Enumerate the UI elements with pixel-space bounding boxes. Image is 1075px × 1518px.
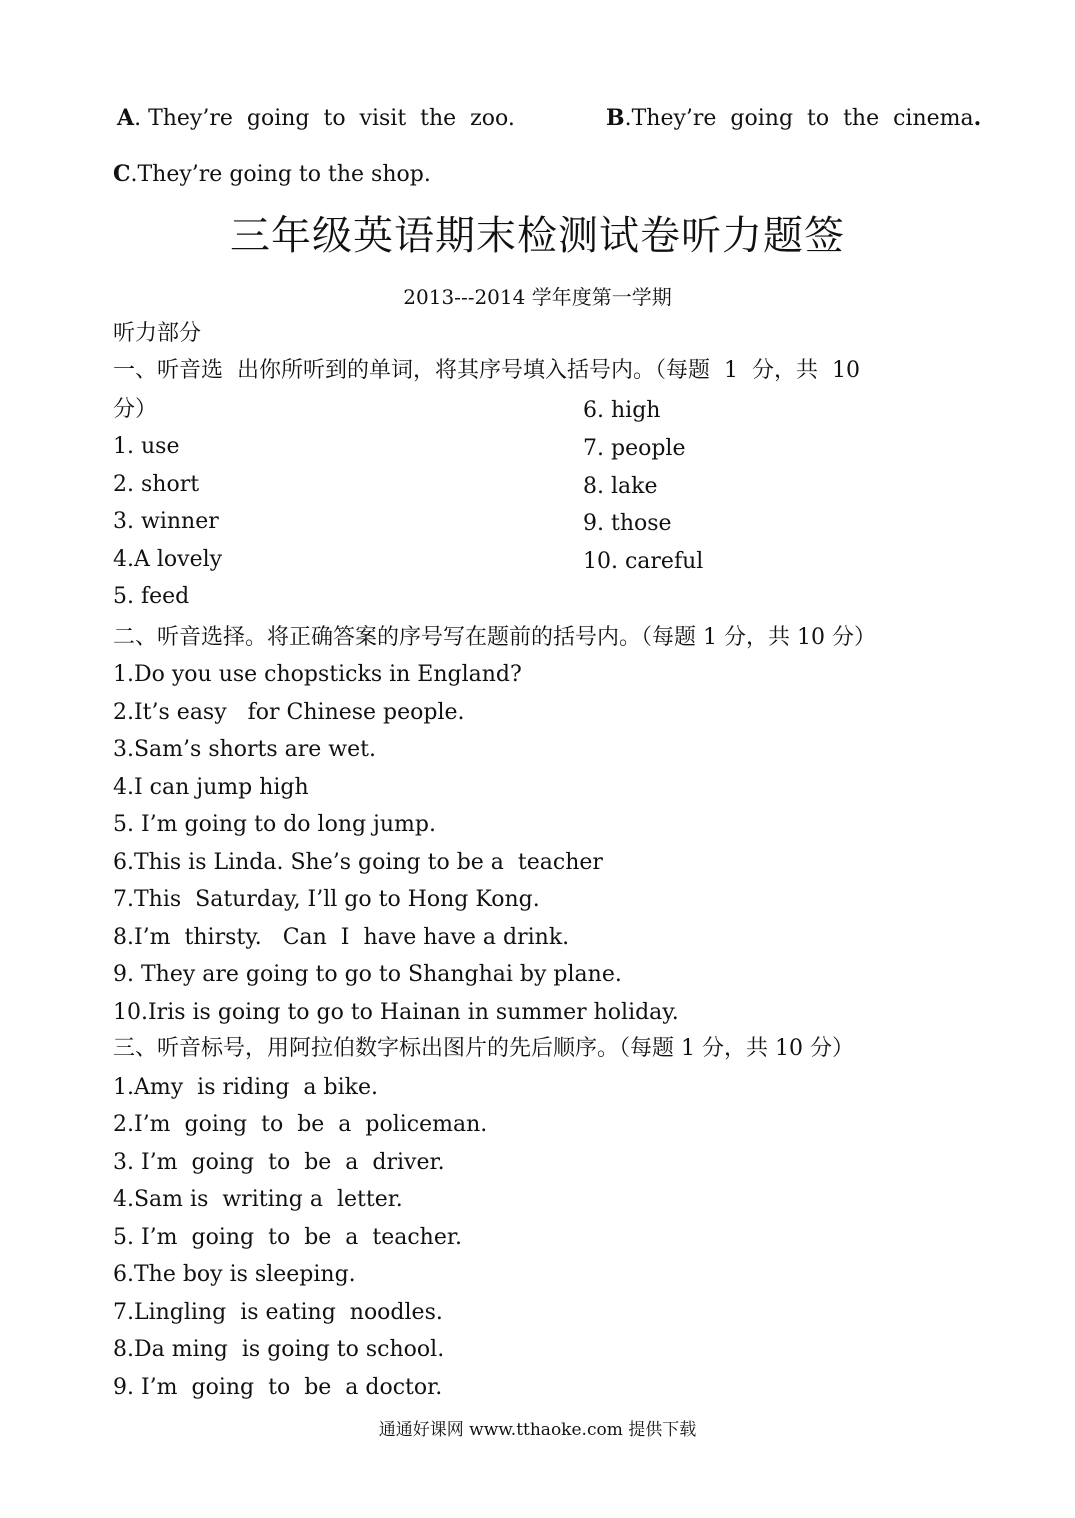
option-b (606, 104, 981, 133)
option-a-text: . They’re going to visit the zoo. (134, 106, 515, 131)
page-subtitle: 2013---2014 学年度第一学期 (403, 285, 672, 309)
option-b-dot: . (973, 105, 982, 131)
page-footer: 通通好课网 www.tthaoke.com 提供下载 (378, 1420, 697, 1440)
part1-instruction-cont: 分） (113, 397, 158, 422)
part2-item: 4.I can jump high (113, 775, 309, 800)
part1-instruction: 一、听音选 出你所听到的单词，将其序号填入括号内。（每题 1 分，共 10 (113, 358, 860, 383)
part2-item: 5. I’m going to do long jump. (113, 812, 436, 837)
part1-right-item: 6. high (583, 398, 661, 423)
part1-left-item: 4.A lovely (113, 547, 223, 572)
part2-item: 9. They are going to go to Shanghai by plane. (113, 962, 622, 987)
part3-item: 9. I’m going to be a doctor. (113, 1375, 443, 1400)
part1-left-item: 3. winner (113, 509, 219, 534)
part2-item: 2.It’s easy for Chinese people. (113, 700, 465, 725)
part1-left-item: 5. feed (113, 584, 190, 609)
part2-item: 6.This is Linda. She’s going to be a teacher (113, 850, 603, 875)
part2-item: 7.This Saturday, I’ll go to Hong Kong. (113, 887, 540, 912)
part3-item: 2.I’m going to be a policeman. (113, 1112, 488, 1137)
part2-instruction: 二、听音选择。将正确答案的序号写在题前的括号内。（每题 1 分，共 10 分） (113, 625, 876, 650)
part1-left-item: 2. short (113, 472, 200, 497)
option-a (117, 104, 515, 133)
option-a-letter: A (117, 105, 135, 131)
part2-item: 8.I’m thirsty. Can I have have a drink. (113, 925, 570, 950)
part1-right-item: 9. those (583, 511, 672, 536)
part2-item: 3.Sam’s shorts are wet. (113, 737, 376, 762)
part3-item: 7.Lingling is eating noodles. (113, 1300, 443, 1325)
option-c (113, 160, 431, 189)
part3-item: 4.Sam is writing a letter. (113, 1187, 403, 1212)
option-b-letter: B (606, 105, 625, 131)
option-c-letter: C (113, 161, 131, 187)
part1-right-item: 7. people (583, 436, 686, 461)
option-c-text: .They’re going to the shop. (130, 162, 431, 187)
part3-item: 3. I’m going to be a driver. (113, 1150, 445, 1175)
part1-left-item: 1. use (113, 434, 180, 459)
part3-item: 1.Amy is riding a bike. (113, 1075, 378, 1100)
option-b-text: .They’re going to the cinema (624, 106, 974, 131)
part2-item: 10.Iris is going to go to Hainan in summer holiday. (113, 1000, 679, 1025)
part1-right-item: 10. careful (583, 549, 704, 574)
part3-instruction: 三、听音标号，用阿拉伯数字标出图片的先后顺序。（每题 1 分，共 10 分） (113, 1036, 854, 1061)
part1-right-item: 8. lake (583, 474, 658, 499)
section-heading: 听力部分 (113, 321, 202, 346)
part3-item: 6.The boy is sleeping. (113, 1262, 356, 1287)
part2-item: 1.Do you use chopsticks in England? (113, 662, 522, 687)
part3-item: 8.Da ming is going to school. (113, 1337, 445, 1362)
page-title: 三年级英语期末检测试卷听力题签 (230, 213, 845, 259)
part3-item: 5. I’m going to be a teacher. (113, 1225, 462, 1250)
